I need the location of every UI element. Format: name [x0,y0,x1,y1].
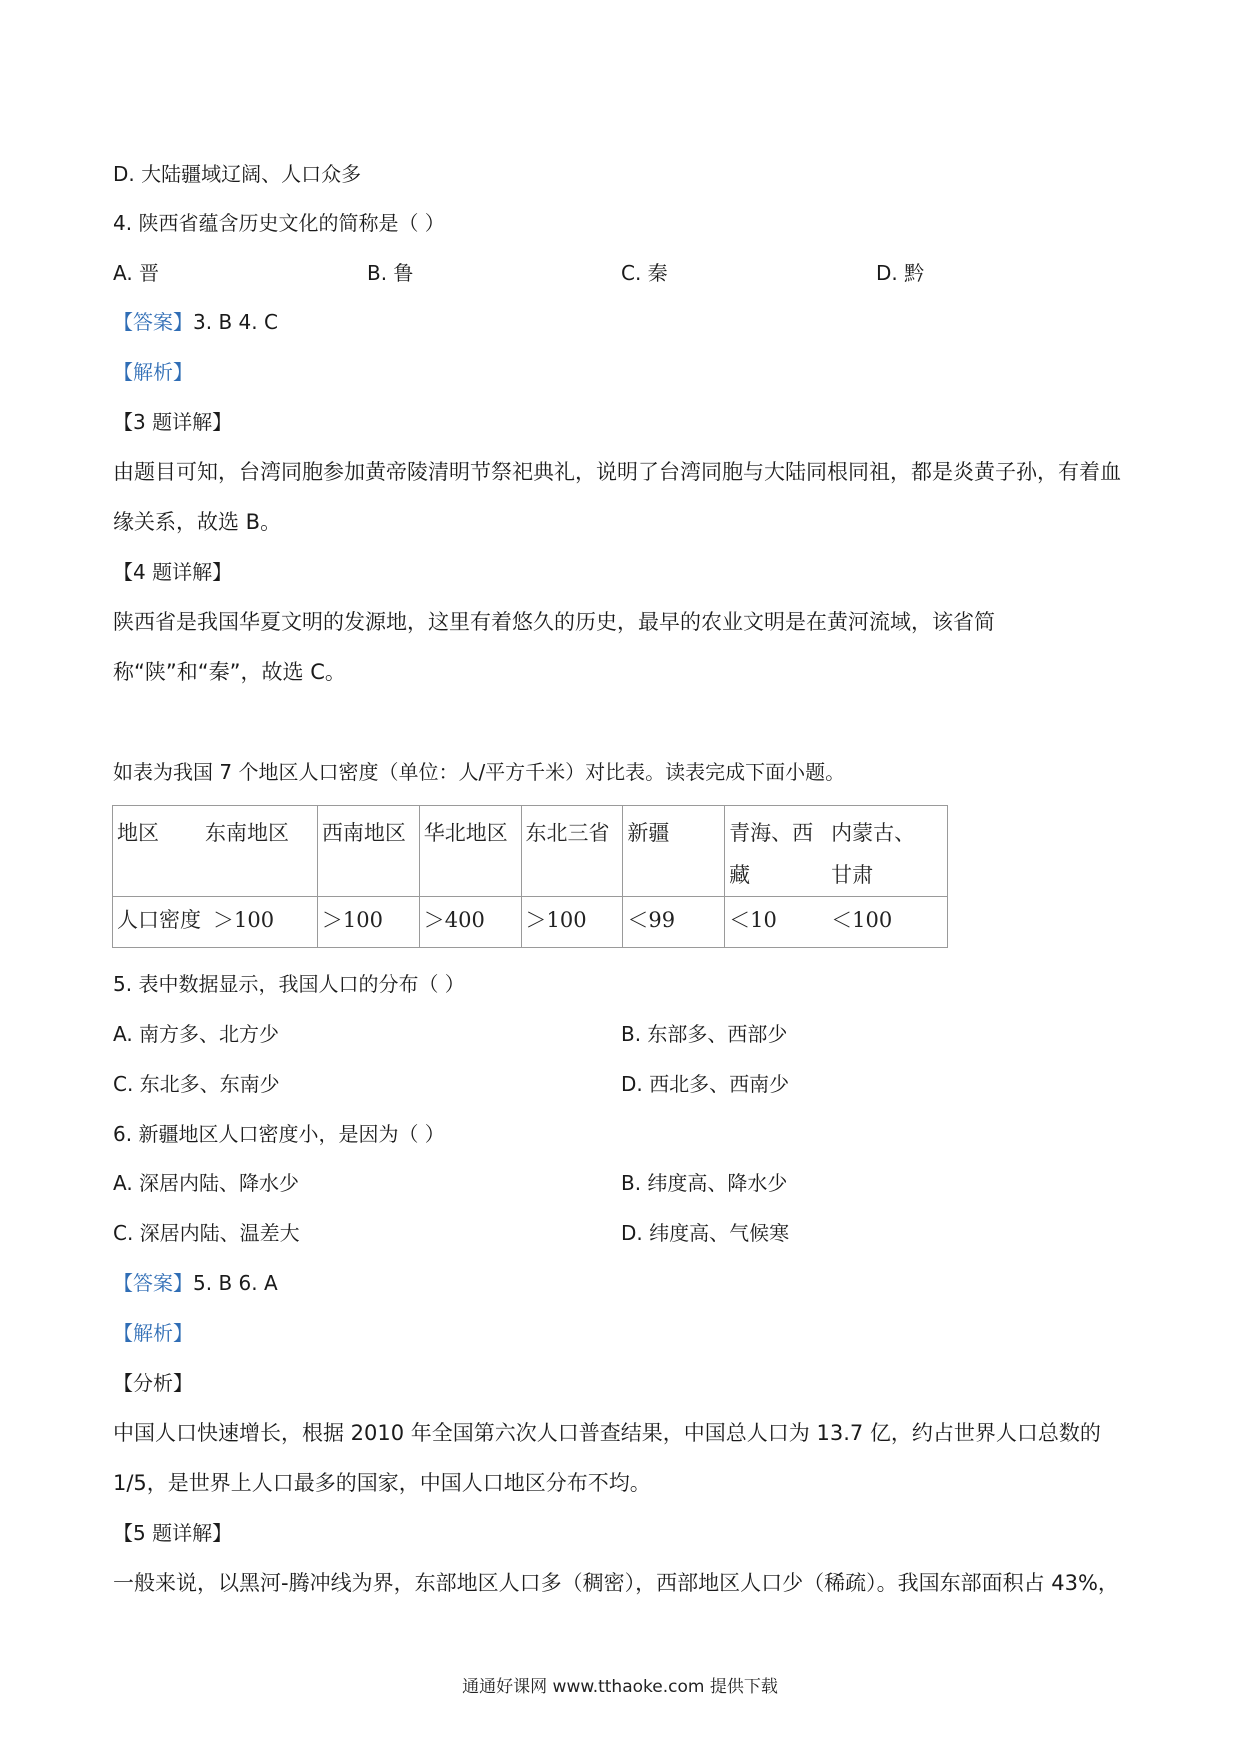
answer-line-1 [113,310,278,334]
header-qinghai-tibet: 青海、西藏 [729,821,814,887]
fenxi-heading: 【分析】 [113,1371,193,1395]
analysis-label-1: 【解析】 [113,360,193,384]
header-xinjiang: 新疆 [623,806,725,897]
table-data-cell [113,897,318,948]
answer-text: 3. B 4. C [193,310,278,334]
q4-stem: 4. 陕西省蕴含历史文化的简称是（ ） [113,211,445,235]
table-data-cell [725,897,948,948]
detail3-body: 由题目可知，台湾同胞参加黄帝陵清明节祭祀典礼，说明了台湾同胞与大陆同根同祖，都是炎黄子孙，有着血缘关系，故选 B。 [113,460,1121,534]
q6-stem: 6. 新疆地区人口密度小，是因为（ ） [113,1122,445,1146]
value-qinghai-tibet: ＜10 [729,908,777,932]
q3-option-d: D. 大陆疆域辽阔、人口众多 [113,162,362,186]
header-southwest: 西南地区 [317,806,419,897]
fenxi-body: 中国人口快速增长，根据 2010 年全国第六次人口普查结果，中国总人口为 13.7 亿，约占世界人口总数的 1/5，是世界上人口最多的国家，中国人口地区分布不均。 [113,1421,1101,1495]
q5-stem: 5. 表中数据显示，我国人口的分布（ ） [113,972,465,996]
header-southeast: 东南地区 [205,821,289,845]
row-label: 人口密度 [117,908,201,932]
q5-option-a: A. 南方多、北方少 [113,1022,280,1046]
q4-option-b: B. 鲁 [367,261,414,285]
detail4-body: 陕西省是我国华夏文明的发源地，这里有着悠久的历史，最早的农业文明是在黄河流域，该省简称“陕”和“秦”，故选 C。 [113,610,995,684]
answer-label: 【答案】 [113,1271,193,1295]
population-density-table [112,805,948,948]
table-header-row [113,806,948,897]
answer-text: 5. B 6. A [193,1271,278,1295]
header-inner-mongolia-gansu: 内蒙古、甘肃 [831,821,916,887]
table-header-cell [725,806,948,897]
q5-option-b: B. 东部多、西部少 [621,1022,788,1046]
q6-option-c: C. 深居内陆、温差大 [113,1221,300,1245]
detail3-heading: 【3 题详解】 [113,410,233,434]
value-inner-mongolia-gansu: ＜100 [831,908,893,932]
q6-option-d: D. 纬度高、气候寒 [621,1221,790,1245]
q5-option-d: D. 西北多、西南少 [621,1072,790,1096]
q6-option-a: A. 深居内陆、降水少 [113,1171,300,1195]
header-northeast: 东北三省 [521,806,623,897]
q4-option-d: D. 黔 [876,261,925,285]
value-north-china: ＞400 [419,897,521,948]
answer-label: 【答案】 [113,310,193,334]
q5-option-c: C. 东北多、东南少 [113,1072,280,1096]
table-intro: 如表为我国 7 个地区人口密度（单位：人/平方千米）对比表。读表完成下面小题。 [113,760,846,784]
detail5-body: 一般来说，以黑河-腾冲线为界，东部地区人口多（稠密），西部地区人口少（稀疏）。我国东部面积占 43%， [113,1571,1119,1595]
page-footer: 通通好课网 www.tthaoke.com 提供下载 [462,1677,778,1697]
value-southeast: ＞100 [213,908,275,932]
header-region-label: 地区 [117,821,159,845]
analysis-label-2: 【解析】 [113,1321,193,1345]
detail5-heading: 【5 题详解】 [113,1521,233,1545]
table-header-cell [113,806,318,897]
q4-option-c: C. 秦 [621,261,668,285]
header-north-china: 华北地区 [419,806,521,897]
table-data-row [113,897,948,948]
value-northeast: ＞100 [521,897,623,948]
q6-option-b: B. 纬度高、降水少 [621,1171,788,1195]
value-xinjiang: ＜99 [623,897,725,948]
detail4-heading: 【4 题详解】 [113,560,233,584]
value-southwest: ＞100 [317,897,419,948]
q4-option-a: A. 晋 [113,261,160,285]
answer-line-2 [113,1271,278,1295]
